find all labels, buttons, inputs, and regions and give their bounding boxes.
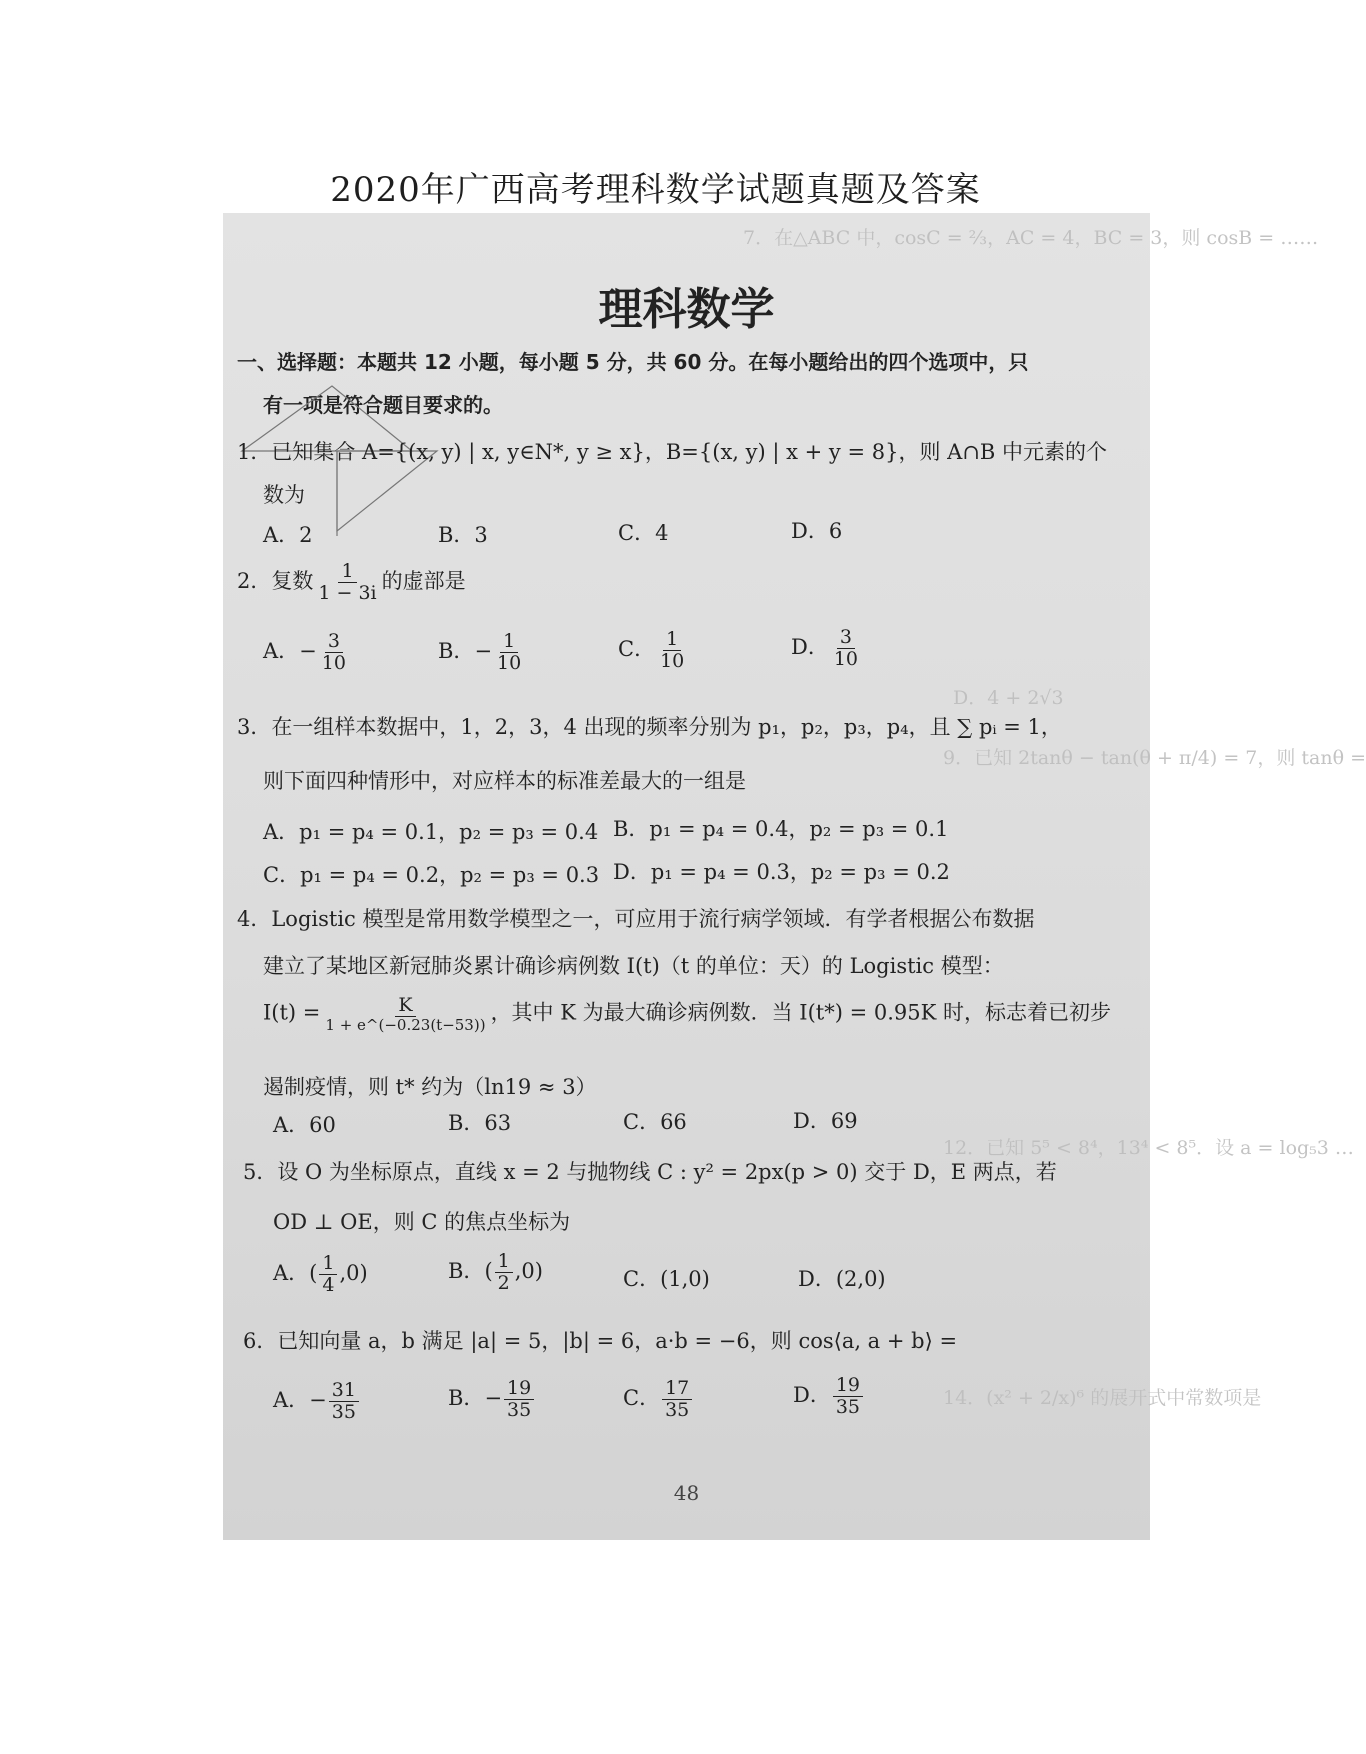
q2-option-c-den: 10 — [660, 649, 685, 672]
q2-option-d-label: D． — [791, 634, 829, 659]
q1-option-d: D．6 — [791, 519, 843, 543]
section-heading-line1: 一、选择题：本题共 12 小题，每小题 5 分，共 60 分。在每小题给出的四个选项中，只 — [237, 350, 1029, 374]
page-number: 48 — [673, 1481, 700, 1505]
q5-option-d — [798, 1263, 886, 1293]
q6-option-c-frac — [662, 1378, 692, 1421]
q5-option-d-label: D． — [798, 1267, 836, 1291]
q5-option-b-frac — [495, 1251, 513, 1294]
q4-option-b: B．63 — [448, 1111, 512, 1135]
bleed-through-text: D．4 + 2√3 — [953, 687, 1064, 709]
q4-formula-den: 1 + e^(−0.23(t−53)) — [325, 1015, 486, 1034]
q5-option-a-pre: ( — [309, 1260, 318, 1285]
q4-formula-lhs: I(t) = — [263, 1000, 321, 1025]
q6-option-a-sign: − — [309, 1387, 327, 1412]
q4-formula-num: K — [395, 995, 415, 1017]
q5-option-a-num: 1 — [319, 1253, 337, 1275]
q5-stem-line2: OD ⊥ OE，则 C 的焦点坐标为 — [273, 1210, 571, 1234]
q6-option-b-num: 19 — [504, 1378, 534, 1400]
q2-option-d-frac — [831, 627, 861, 670]
q6-option-d-frac — [833, 1375, 863, 1418]
exam-page-photo — [223, 213, 1366, 1540]
q3-option-c: C．p₁ = p₄ = 0.2，p₂ = p₃ = 0.3 — [263, 863, 600, 887]
q2-option-a-sign: − — [299, 638, 317, 663]
q6-option-a-den: 35 — [331, 1400, 356, 1423]
q1-option-c: C．4 — [618, 521, 669, 545]
q5-option-b-pre: ( — [484, 1258, 493, 1283]
q2-option-b-num: 1 — [500, 631, 518, 653]
q4-option-d: D．69 — [793, 1109, 858, 1133]
q2-option-b-den: 10 — [497, 651, 522, 674]
q6-option-a-num: 31 — [329, 1380, 359, 1402]
q6-option-c-num: 17 — [662, 1378, 692, 1400]
q5-option-c-label: C． — [623, 1267, 661, 1291]
q1-stem-line1: 1．已知集合 A={(x, y) | x, y∈N*, y ≥ x}，B={(x, y) | x + y = 8}，则 A∩B 中元素的个 — [237, 440, 1107, 464]
q5-option-b-num: 1 — [495, 1251, 513, 1273]
q5-option-c — [623, 1263, 710, 1293]
q5-option-a-frac — [319, 1253, 337, 1296]
q2-option-a-den: 10 — [321, 651, 346, 674]
q4-formula-fraction — [322, 995, 488, 1033]
q5-option-d-text: (2,0) — [835, 1267, 886, 1291]
q6-option-c — [623, 1378, 694, 1421]
q2-prefix: 2．复数 — [237, 568, 314, 593]
q1-stem-line2: 数为 — [263, 483, 305, 507]
q2-option-a-num: 3 — [325, 631, 343, 653]
q6-stem: 6．已知向量 a，b 满足 |a| = 5，|b| = 6，a·b = −6，则 cos⟨a, a + b⟩ = — [243, 1329, 958, 1353]
section-heading-line2: 有一项是符合题目要求的。 — [263, 393, 503, 417]
q5-option-b-den: 2 — [497, 1271, 510, 1294]
q6-option-a-frac — [329, 1380, 359, 1423]
q1-option-a: A．2 — [263, 523, 313, 547]
q2-option-a-label: A． — [263, 638, 300, 663]
q6-option-d-label: D． — [793, 1382, 831, 1407]
q3-option-b: B．p₁ = p₄ = 0.4，p₂ = p₃ = 0.1 — [613, 817, 949, 841]
q3-option-a: A．p₁ = p₄ = 0.1，p₂ = p₃ = 0.4 — [263, 820, 599, 844]
bleed-through-text: 12．已知 5⁵ < 8⁴，13⁴ < 8⁵．设 a = log₅3 … — [943, 1137, 1354, 1159]
q6-option-b — [448, 1378, 536, 1421]
q6-option-b-label: B． — [448, 1385, 485, 1410]
q2-option-a-frac — [319, 631, 349, 674]
q2-option-c-label: C． — [618, 636, 656, 661]
q5-option-b — [448, 1251, 543, 1294]
q4-stem-line2: 建立了某地区新冠肺炎累计确诊病例数 I(t)（t 的单位：天）的 Logistic 模型： — [263, 954, 1004, 978]
q4-stem-line4: 遏制疫情，则 t* 约为（ln19 ≈ 3） — [263, 1075, 597, 1099]
q3-stem-line2: 则下面四种情形中，对应样本的标准差最大的一组是 — [263, 769, 746, 793]
q5-option-a-den: 4 — [322, 1273, 335, 1296]
q2-option-b — [438, 631, 526, 674]
q6-option-c-den: 35 — [665, 1398, 690, 1421]
q4-formula-line — [263, 995, 1111, 1033]
q2-fraction-num: 1 — [338, 561, 356, 583]
q5-option-a-post: ,0) — [339, 1260, 368, 1285]
q3-stem-line1: 3．在一组样本数据中，1，2，3，4 出现的频率分别为 p₁，p₂，p₃，p₄，且 ∑ pᵢ = 1， — [237, 715, 1062, 739]
q5-option-b-label: B． — [448, 1258, 485, 1283]
q2-fraction — [315, 561, 379, 604]
exam-title: 理科数学 — [598, 284, 775, 335]
q6-option-d — [793, 1375, 865, 1418]
q5-option-c-text: (1,0) — [660, 1267, 710, 1291]
q2-option-c-frac — [657, 629, 687, 672]
q6-option-a-label: A． — [273, 1387, 310, 1412]
q2-option-c — [618, 629, 689, 672]
q5-option-a-label: A． — [273, 1260, 310, 1285]
q6-option-b-den: 35 — [507, 1398, 532, 1421]
q6-option-d-den: 35 — [835, 1395, 861, 1418]
q2-option-c-num: 1 — [663, 629, 681, 651]
q6-option-a — [273, 1380, 361, 1423]
q2-option-d — [791, 627, 863, 670]
q2-option-d-den: 10 — [833, 647, 859, 670]
q4-stem-line1: 4．Logistic 模型是常用数学模型之一，可应用于流行病学领域．有学者根据公布数据 — [237, 907, 1035, 931]
q2-suffix: 的虚部是 — [381, 568, 466, 593]
q2-option-b-frac — [494, 631, 524, 674]
q5-option-b-post: ,0) — [514, 1258, 543, 1283]
bleed-through-text: 14．(x² + 2/x)⁶ 的展开式中常数项是 — [943, 1387, 1262, 1409]
q5-stem-line1: 5．设 O 为坐标原点，直线 x = 2 与抛物线 C : y² = 2px(p > 0) 交于 D，E 两点，若 — [243, 1160, 1057, 1184]
q2-option-b-sign: − — [474, 638, 493, 663]
q4-option-a: A．60 — [273, 1113, 336, 1137]
q4-option-c: C．66 — [623, 1110, 687, 1134]
q4-formula-rest: ，其中 K 为最大确诊病例数．当 I(t*) = 0.95K 时，标志着已初步 — [490, 1000, 1111, 1025]
q2-stem — [237, 561, 466, 604]
q6-option-b-frac — [504, 1378, 534, 1421]
q2-option-b-label: B． — [438, 638, 475, 663]
bleed-through-text: 9．已知 2tanθ − tan(θ + π/4) = 7，则 tanθ = — [943, 747, 1366, 769]
q2-fraction-den: 1 − 3i — [318, 581, 377, 604]
document-title: 2020年广西高考理科数学试题真题及答案 — [330, 170, 981, 210]
q6-option-b-sign: − — [484, 1385, 503, 1410]
q6-option-d-num: 19 — [833, 1375, 863, 1397]
q2-option-d-num: 3 — [837, 627, 855, 649]
q3-option-d: D．p₁ = p₄ = 0.3，p₂ = p₃ = 0.2 — [613, 860, 950, 884]
q6-option-c-label: C． — [623, 1385, 661, 1410]
q2-option-a — [263, 631, 351, 674]
q1-option-b: B．3 — [438, 523, 488, 547]
bleed-through-text: 7．在△ABC 中，cosC = ⅔，AC = 4，BC = 3，则 cosB = …… — [743, 227, 1319, 249]
q5-option-a — [273, 1253, 368, 1296]
